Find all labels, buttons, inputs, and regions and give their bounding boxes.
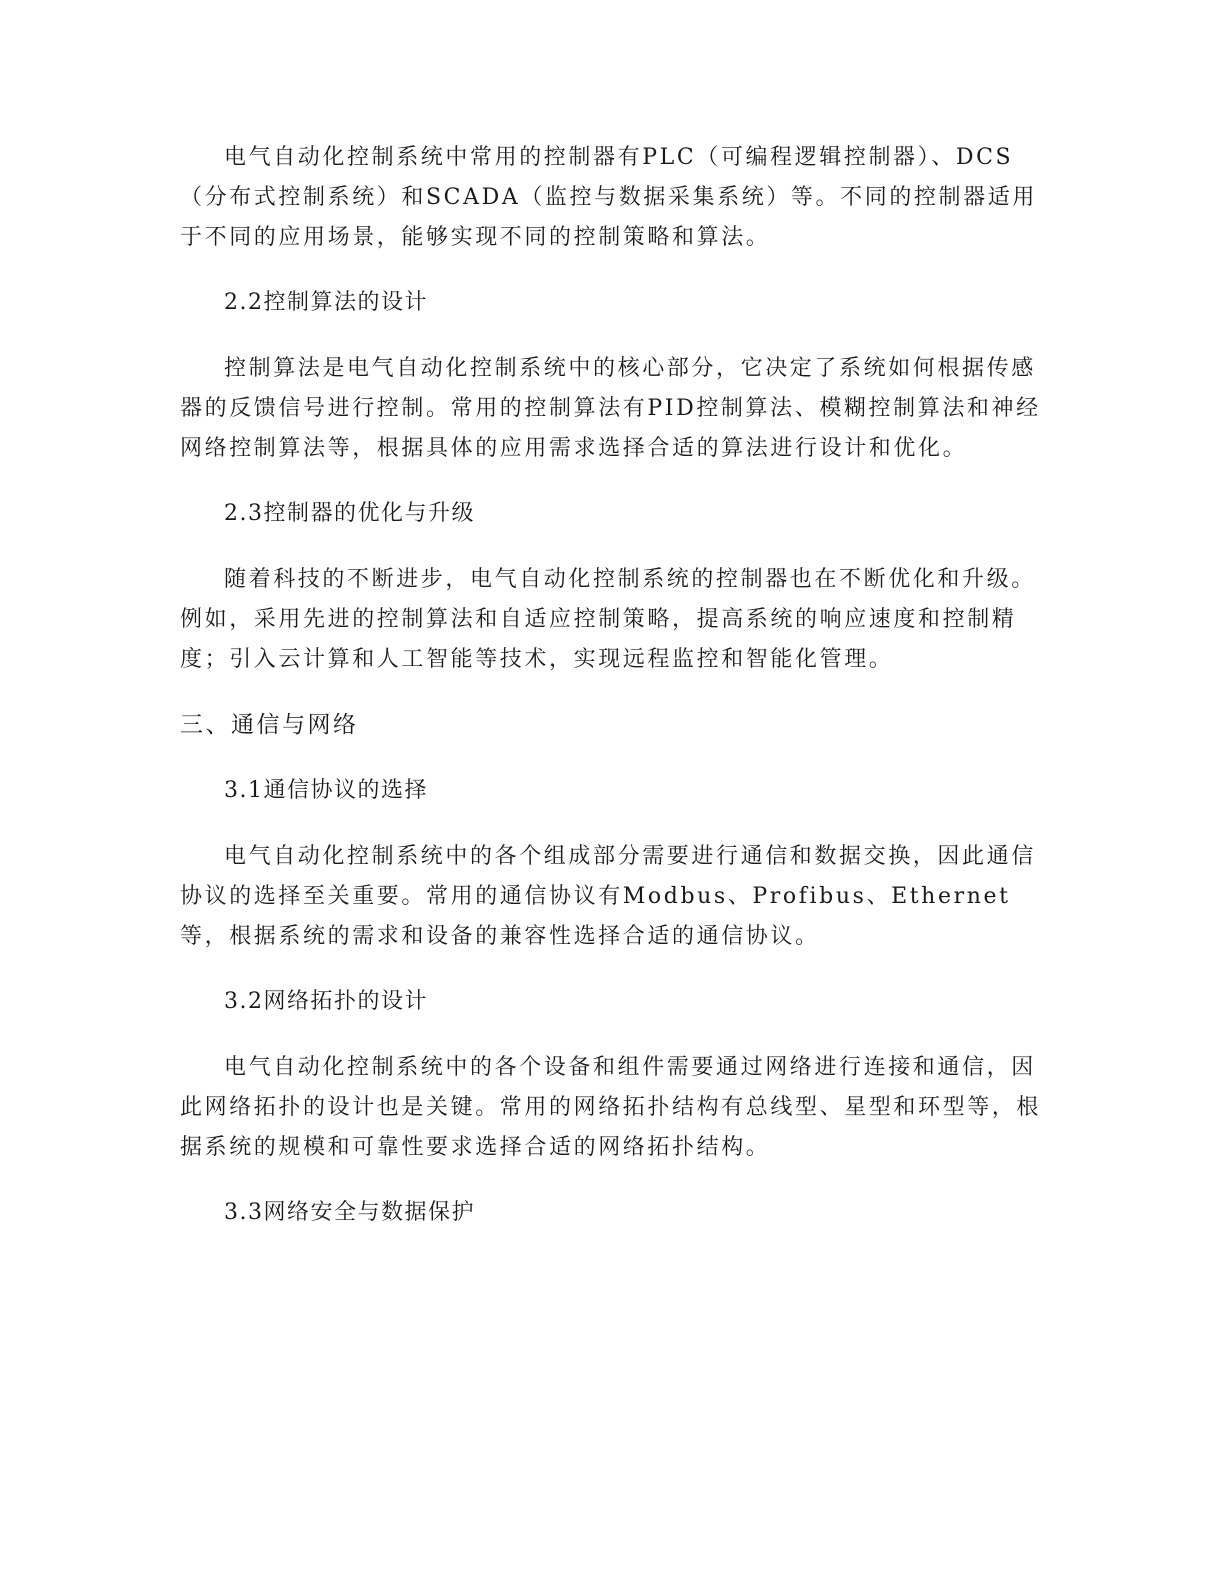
spacer — [180, 745, 1046, 771]
spacer — [180, 469, 1046, 494]
spacer — [180, 680, 1046, 705]
spacer — [180, 1022, 1046, 1048]
paragraph-control-algorithms: 控制算法是电气自动化控制系统中的核心部分，它决定了系统如何根据传感器的反馈信号进行控制。常用的控制算法有PID控制算法、模糊控制算法和神经网络控制算法等，根据具体的应用需求选择合适的算法进行设计和优化。 — [180, 356, 1041, 461]
spacer — [180, 1168, 1046, 1193]
spacer — [180, 957, 1046, 982]
heading-3-2: 3.2网络拓扑的设计 — [224, 989, 428, 1014]
paragraph-network-topology: 电气自动化控制系统中的各个设备和组件需要通过网络进行连接和通信，因此网络拓扑的设计也是关键。常用的网络拓扑结构有总线型、星型和环型等，根据系统的规模和可靠性要求选择合适的网络拓扑结构。 — [180, 1055, 1042, 1160]
spacer — [180, 323, 1046, 349]
paragraph-controllers: 电气自动化控制系统中常用的控制器有PLC（可编程逻辑控制器）、DCS（分布式控制系统）和SCADA（监控与数据采集系统）等。不同的控制器适用于不同的应用场景，能够实现不同的控制策略和算法。 — [180, 145, 1037, 250]
paragraph-controller-upgrade: 随着科技的不断进步，电气自动化控制系统的控制器也在不断优化和升级。例如，采用先进的控制算法和自适应控制策略，提高系统的响应速度和控制精度；引入云计算和人工智能等技术，实现远程监控和智能化管理。 — [180, 567, 1036, 672]
spacer — [180, 534, 1046, 560]
heading-section-3: 三、通信与网络 — [180, 712, 359, 738]
heading-3-3: 3.3网络安全与数据保护 — [224, 1200, 475, 1225]
heading-2-2: 2.2控制算法的设计 — [224, 290, 428, 315]
heading-2-3: 2.3控制器的优化与升级 — [224, 501, 475, 526]
heading-3-1: 3.1通信协议的选择 — [224, 778, 428, 803]
spacer — [180, 258, 1046, 283]
spacer — [180, 811, 1046, 837]
paragraph-communication-protocols: 电气自动化控制系统中的各个组成部分需要进行通信和数据交换，因此通信协议的选择至关重要。常用的通信协议有Modbus、Profibus、Ethernet等，根据系统的需求和设备的兼容性选择合适的通信协议。 — [180, 844, 1036, 949]
document-body — [180, 138, 1046, 1233]
